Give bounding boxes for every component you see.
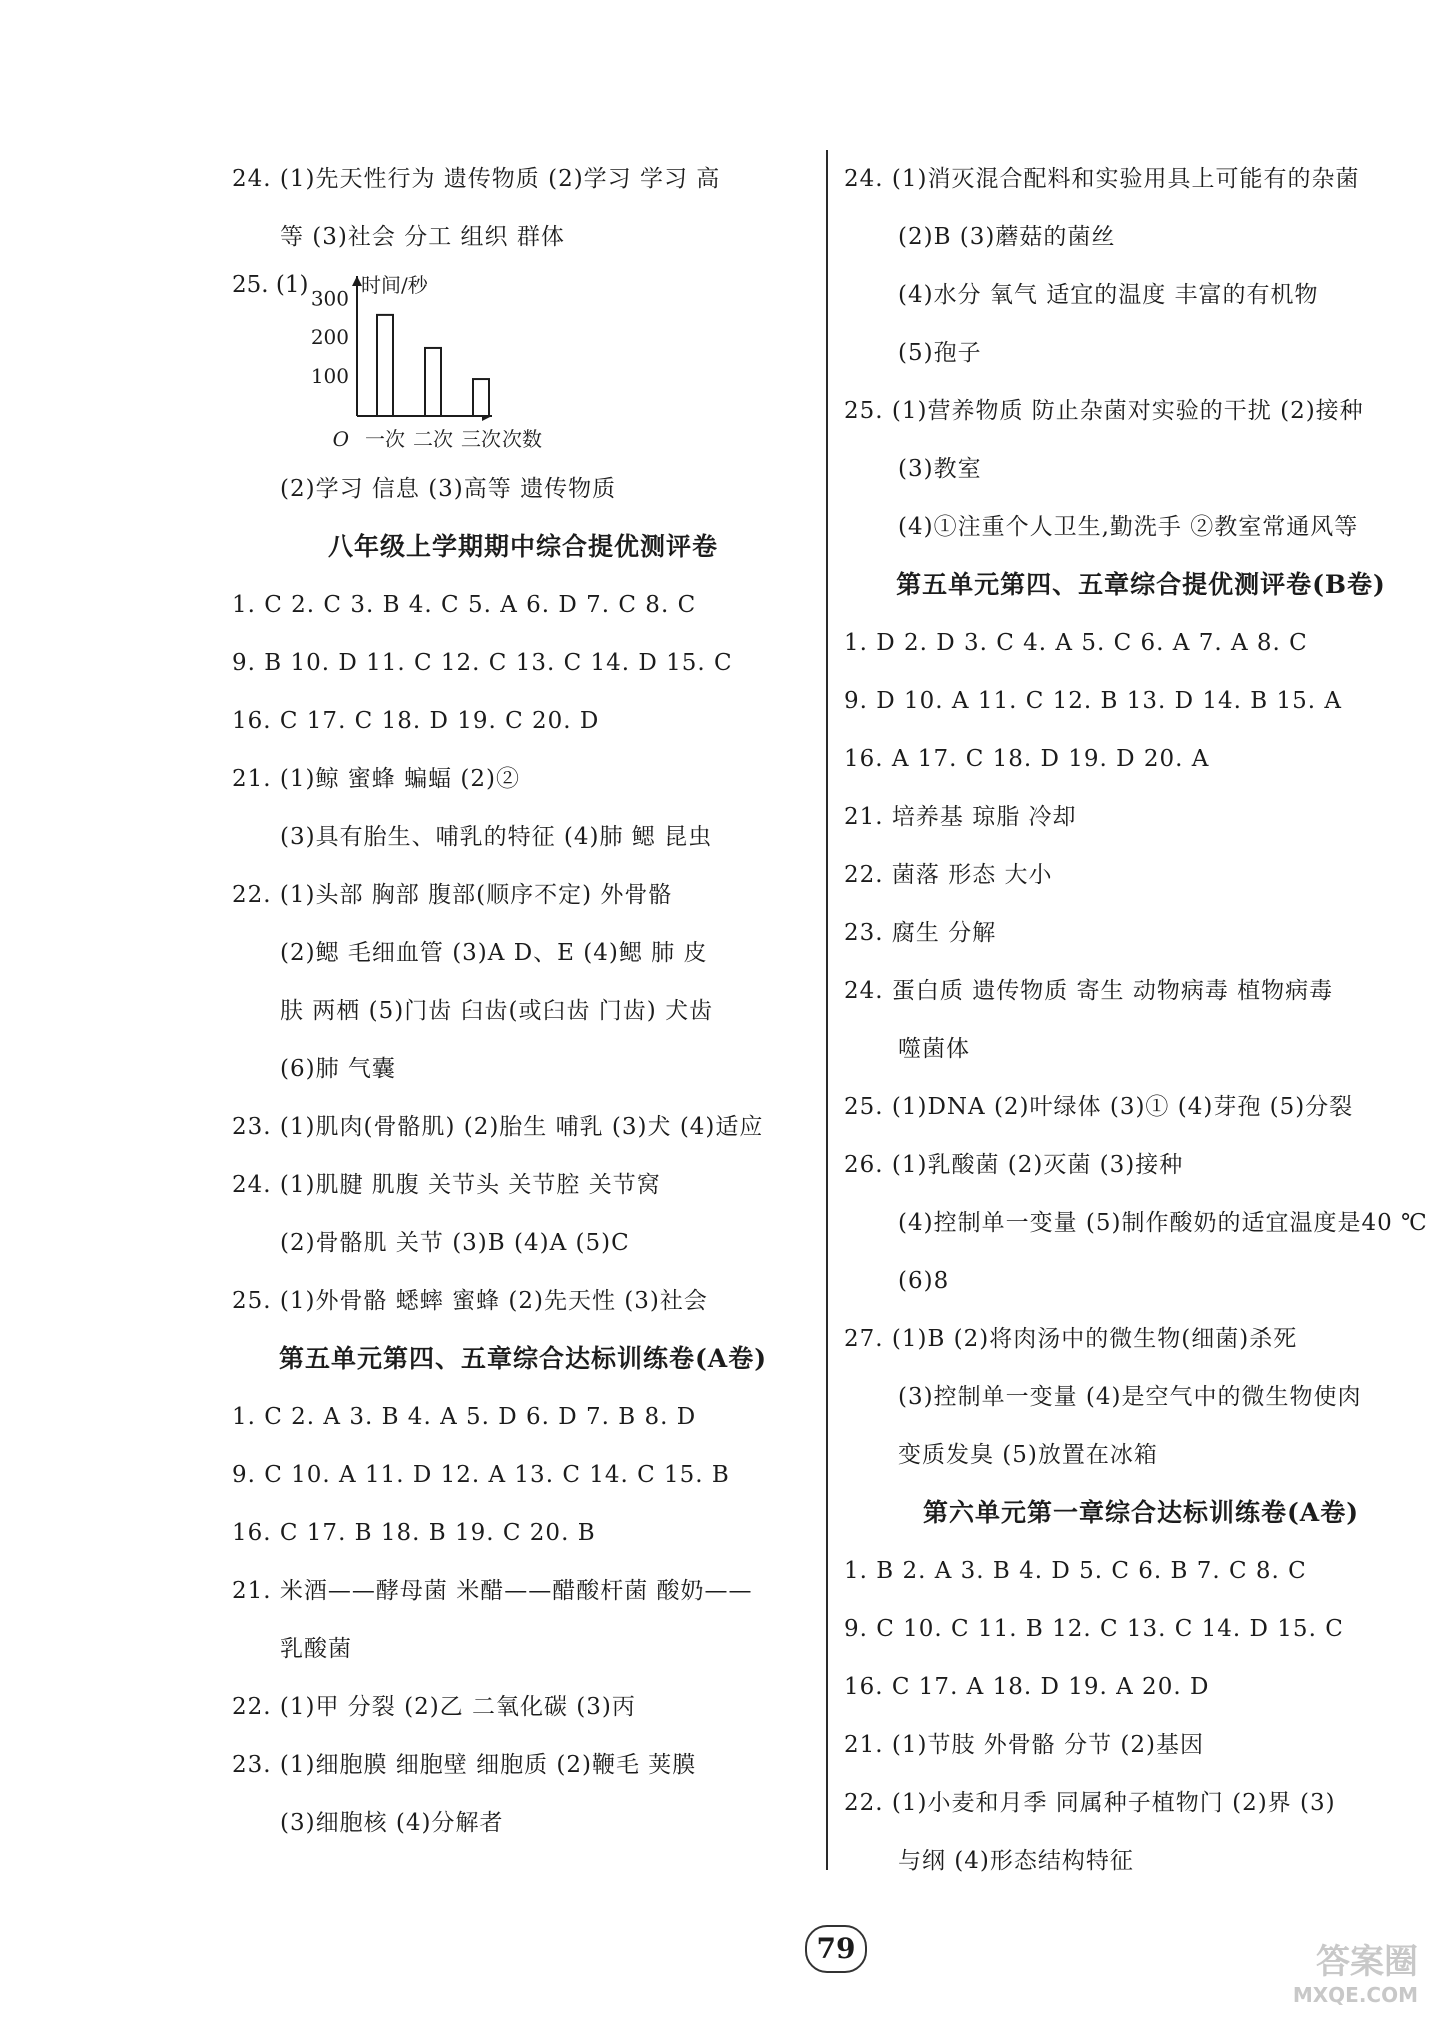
answer-line: 9. D 10. A 11. C 12. B 13. D 14. B 15. A bbox=[844, 688, 1342, 714]
answer-line: (6)8 bbox=[898, 1268, 950, 1294]
answer-line: (2)鳃 毛细血管 (3)A D、E (4)鳃 肺 皮 bbox=[280, 940, 708, 966]
answer-line: 9. C 10. A 11. D 12. A 13. C 14. C 15. B bbox=[232, 1462, 730, 1488]
answer-line: 24. (1)肌腱 肌腹 关节头 关节腔 关节窝 bbox=[232, 1172, 661, 1198]
answer-line: 24. 蛋白质 遗传物质 寄生 动物病毒 植物病毒 bbox=[844, 978, 1334, 1004]
right-column bbox=[844, 150, 1438, 1890]
answer-line: (3)控制单一变量 (4)是空气中的微生物使肉 bbox=[898, 1384, 1362, 1410]
answer-line: 16. C 17. B 18. B 19. C 20. B bbox=[232, 1520, 596, 1546]
answer-block bbox=[232, 576, 814, 1330]
answer-line: (2)B (3)蘑菇的菌丝 bbox=[898, 224, 1116, 250]
answer-line: 1. C 2. C 3. B 4. C 5. A 6. D 7. C 8. C bbox=[232, 592, 697, 618]
answer-line: 1. C 2. A 3. B 4. A 5. D 6. D 7. B 8. D bbox=[232, 1404, 697, 1430]
bar bbox=[377, 315, 393, 416]
answer-line: 24. (1)消灭混合配料和实验用具上可能有的杂菌 bbox=[844, 166, 1360, 192]
answer-line: 25. (1)外骨骼 蟋蟀 蜜蜂 (2)先天性 (3)社会 bbox=[232, 1288, 708, 1314]
answer-block bbox=[844, 1542, 1438, 1890]
section-heading: 第六单元第一章综合达标训练卷(A卷) bbox=[922, 1498, 1360, 1527]
answer-line: 肤 两栖 (5)门齿 臼齿(或臼齿 门齿) 犬齿 bbox=[280, 998, 714, 1024]
answer-line: 等 (3)社会 分工 组织 群体 bbox=[280, 224, 565, 250]
question-number: 25. (1) bbox=[232, 272, 309, 298]
answer-line: 乳酸菌 bbox=[280, 1636, 352, 1662]
answer-line: 21. (1)节肢 外骨骼 分节 (2)基因 bbox=[844, 1732, 1204, 1758]
y-axis-label: 时间/秒 bbox=[361, 273, 428, 297]
answer-line: 16. C 17. A 18. D 19. A 20. D bbox=[844, 1674, 1210, 1700]
section-heading: 八年级上学期期中综合提优测评卷 bbox=[327, 532, 718, 561]
x-axis-label: 次数 bbox=[502, 427, 542, 451]
y-tick-label: 200 bbox=[310, 325, 349, 350]
answer-line: 26. (1)乳酸菌 (2)灭菌 (3)接种 bbox=[844, 1152, 1184, 1178]
answer-line: (6)肺 气囊 bbox=[280, 1056, 396, 1082]
answer-line: 与纲 (4)形态结构特征 bbox=[898, 1848, 1134, 1874]
column-divider bbox=[826, 150, 828, 1870]
answer-block bbox=[844, 614, 1438, 1484]
answer-block bbox=[844, 150, 1438, 556]
answer-line: 16. A 17. C 18. D 19. D 20. A bbox=[844, 746, 1210, 772]
answer-line: 1. B 2. A 3. B 4. D 5. C 6. B 7. C 8. C bbox=[844, 1558, 1307, 1584]
answer-line: 噬菌体 bbox=[898, 1036, 970, 1062]
answer-line: (4)①注重个人卫生,勤洗手 ②教室常通风等 bbox=[898, 514, 1359, 540]
answer-line: 25. (1)营养物质 防止杂菌对实验的干扰 (2)接种 bbox=[844, 398, 1364, 424]
x-tick-label: 一次 bbox=[365, 427, 405, 451]
y-tick-label: 100 bbox=[310, 364, 349, 389]
answer-line: (4)控制单一变量 (5)制作酸奶的适宜温度是40 ℃ bbox=[898, 1210, 1428, 1236]
answer-line: (3)具有胎生、哺乳的特征 (4)肺 鳃 昆虫 bbox=[280, 824, 713, 850]
answer-line: 22. 菌落 形态 大小 bbox=[844, 862, 1053, 888]
watermark bbox=[1293, 1934, 1418, 2007]
bar bbox=[425, 348, 441, 416]
answer-line: 25. (1)DNA (2)叶绿体 (3)① (4)芽孢 (5)分裂 bbox=[844, 1094, 1354, 1120]
answer-line: 变质发臭 (5)放置在冰箱 bbox=[898, 1442, 1158, 1468]
answer-line: 21. 米酒——酵母菌 米醋——醋酸杆菌 酸奶—— bbox=[232, 1578, 753, 1604]
answer-line: 9. B 10. D 11. C 12. C 13. C 14. D 15. C bbox=[232, 650, 733, 676]
answer-line: (2)骨骼肌 关节 (3)B (4)A (5)C bbox=[280, 1230, 630, 1256]
answer-line: 21. 培养基 琼脂 冷却 bbox=[844, 804, 1077, 830]
answer-line: 1. D 2. D 3. C 4. A 5. C 6. A 7. A 8. C bbox=[844, 630, 1308, 656]
answer-line: (5)孢子 bbox=[898, 340, 982, 366]
section-heading: 第五单元第四、五章综合提优测评卷(B卷) bbox=[896, 570, 1386, 599]
section-heading: 第五单元第四、五章综合达标训练卷(A卷) bbox=[278, 1344, 768, 1373]
time-bar-chart bbox=[302, 266, 632, 460]
watermark-url: MXQE.COM bbox=[1292, 1983, 1418, 2007]
origin-label: O bbox=[332, 427, 349, 451]
answer-line: 16. C 17. C 18. D 19. C 20. D bbox=[232, 708, 600, 734]
bar-chart-area bbox=[232, 266, 814, 460]
x-tick-label: 三次 bbox=[461, 427, 501, 451]
answer-line: 9. C 10. C 11. B 12. C 13. C 14. D 15. C bbox=[844, 1616, 1344, 1642]
answer-line: (2)学习 信息 (3)高等 遗传物质 bbox=[280, 476, 617, 502]
answer-line: (3)细胞核 (4)分解者 bbox=[280, 1810, 504, 1836]
watermark-logo-text: 答案圈 bbox=[1316, 1942, 1418, 1982]
answer-line: 24. (1)先天性行为 遗传物质 (2)学习 学习 高 bbox=[232, 166, 721, 192]
answer-line: 23. (1)肌肉(骨骼肌) (2)胎生 哺乳 (3)犬 (4)适应 bbox=[232, 1114, 764, 1140]
answer-line: 23. (1)细胞膜 细胞壁 细胞质 (2)鞭毛 荚膜 bbox=[232, 1752, 697, 1778]
answer-block bbox=[232, 1388, 814, 1852]
answer-block bbox=[232, 150, 814, 266]
answer-line: (4)水分 氧气 适宜的温度 丰富的有机物 bbox=[898, 282, 1319, 308]
x-tick-label: 二次 bbox=[413, 427, 453, 451]
page-number: 79 bbox=[805, 1925, 867, 1973]
answer-line: (3)教室 bbox=[898, 456, 982, 482]
y-tick-label: 300 bbox=[310, 286, 349, 311]
answer-line: 23. 腐生 分解 bbox=[844, 920, 997, 946]
bar bbox=[473, 379, 489, 416]
answer-line: 21. (1)鲸 蜜蜂 蝙蝠 (2)② bbox=[232, 766, 520, 792]
answer-line: 22. (1)头部 胸部 腹部(顺序不定) 外骨骼 bbox=[232, 882, 673, 908]
answer-line: 22. (1)甲 分裂 (2)乙 二氧化碳 (3)丙 bbox=[232, 1694, 636, 1720]
answer-line: 22. (1)小麦和月季 同属种子植物门 (2)界 (3) bbox=[844, 1790, 1336, 1816]
answer-block bbox=[232, 460, 814, 518]
left-column bbox=[232, 150, 814, 1852]
answer-line: 27. (1)B (2)将肉汤中的微生物(细菌)杀死 bbox=[844, 1326, 1298, 1352]
